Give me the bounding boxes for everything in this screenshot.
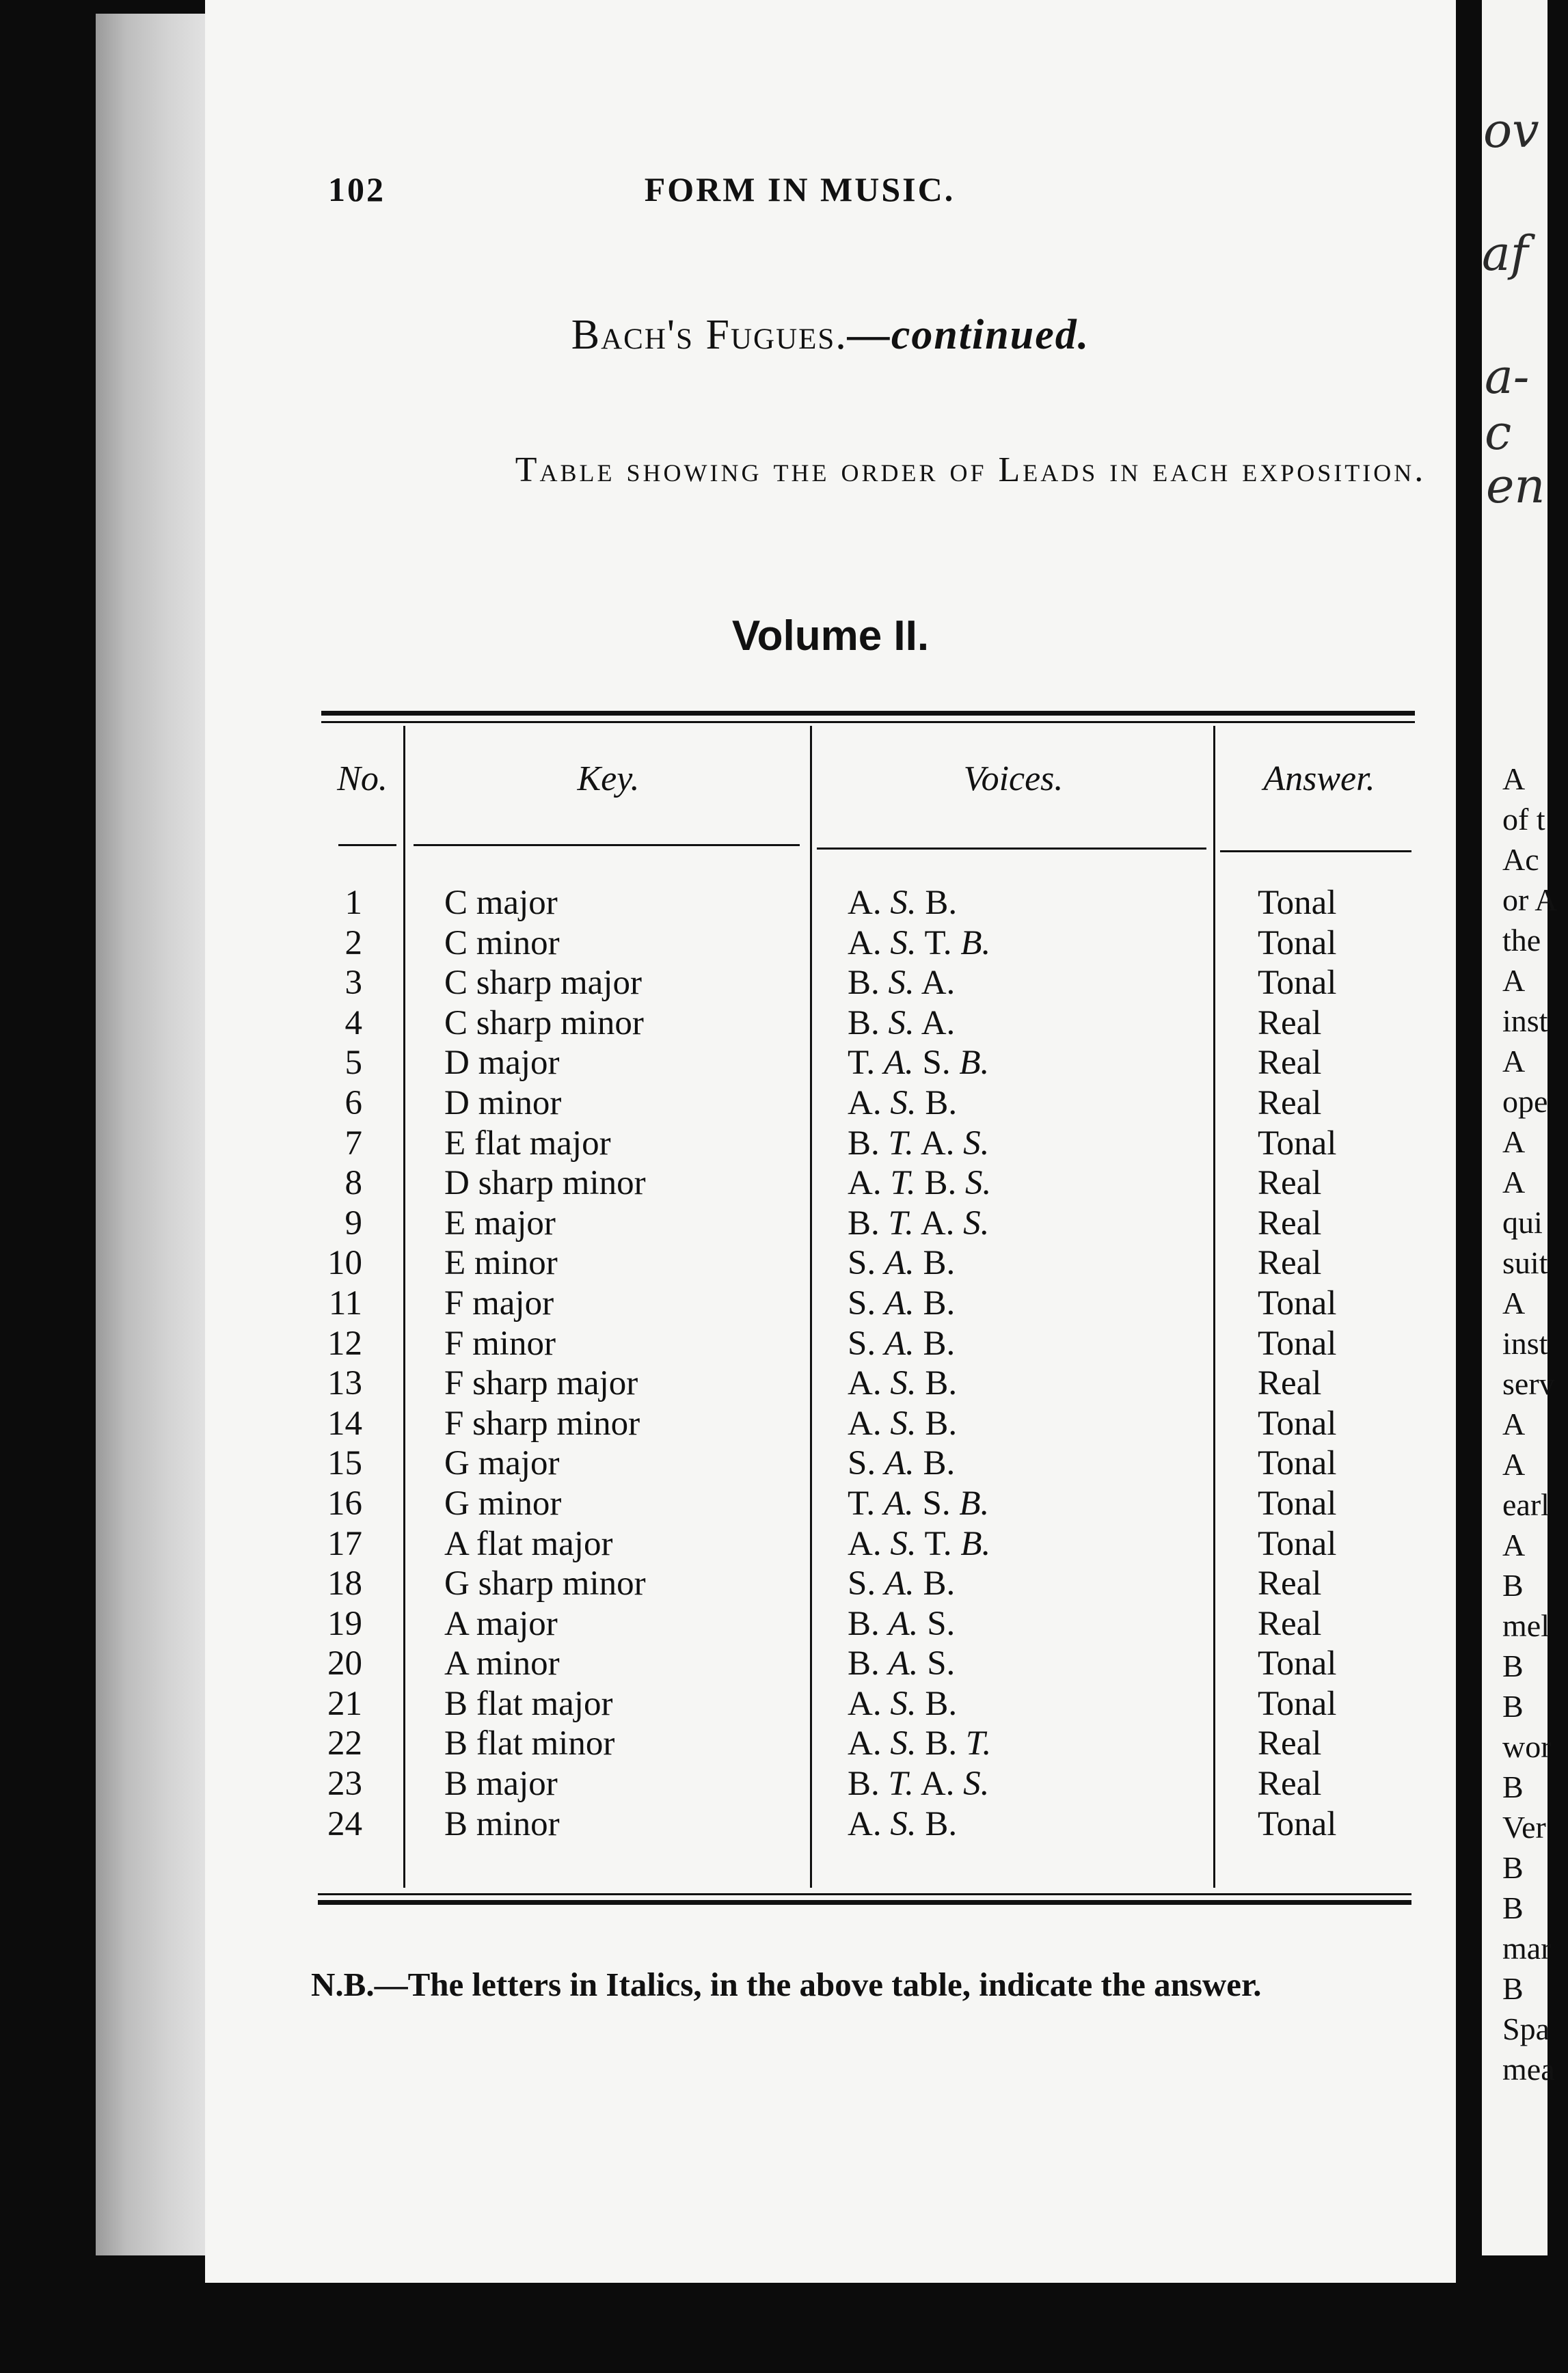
voice-letter: B.	[925, 1684, 958, 1723]
facing-page-fragment: Spa	[1502, 2011, 1550, 2046]
fugue-answer: Tonal	[1258, 1444, 1337, 1483]
fugue-key: C sharp minor	[444, 1003, 644, 1042]
voice-letter: A.	[848, 1083, 882, 1122]
table-row	[205, 923, 1456, 964]
fugue-number: 24	[327, 1804, 362, 1843]
fugue-number: 1	[344, 884, 362, 922]
fugue-voices	[848, 1043, 989, 1083]
fugue-answer: Real	[1258, 1044, 1322, 1083]
facing-page-fragment: mel	[1502, 1608, 1550, 1643]
facing-page-fragment: Ver	[1502, 1810, 1546, 1845]
facing-page-fragment: A	[1502, 1044, 1526, 1079]
header-underline	[338, 844, 396, 846]
fugue-number: 15	[327, 1444, 362, 1483]
fugue-number: 19	[327, 1604, 362, 1643]
voice-letter: B.	[923, 1284, 956, 1323]
table-row	[205, 1484, 1456, 1524]
voice-letter: S.	[963, 1204, 990, 1243]
voice-letter: T.	[924, 1524, 952, 1563]
column-header-key: Key.	[577, 759, 640, 798]
fugue-number: 17	[327, 1524, 362, 1563]
fugue-voices	[848, 1364, 957, 1404]
fugue-voices	[848, 1204, 989, 1244]
fugue-answer: Tonal	[1258, 1484, 1337, 1523]
fugue-number: 6	[344, 1083, 362, 1122]
voice-letter: A.	[920, 1124, 955, 1163]
fugue-answer: Real	[1258, 1204, 1322, 1243]
facing-page-fragment: B	[1502, 1769, 1524, 1804]
facing-page-fragment: or A	[1502, 882, 1558, 917]
fugue-voices	[848, 1324, 955, 1364]
fugue-key: C major	[444, 884, 558, 922]
voice-letter: A.	[921, 964, 956, 1003]
fugue-answer: Tonal	[1258, 1124, 1337, 1163]
voice-letter: B.	[923, 1444, 956, 1483]
fugue-voices	[848, 1404, 957, 1444]
fugue-key: C sharp major	[444, 964, 642, 1003]
voice-letter: A.	[888, 1604, 919, 1643]
fugue-answer: Tonal	[1258, 1684, 1337, 1723]
fugue-key: B minor	[444, 1804, 560, 1843]
fugue-key: C minor	[444, 923, 560, 962]
voice-letter: B.	[923, 1244, 956, 1283]
facing-page-fragment: wor	[1502, 1729, 1552, 1764]
voice-letter: S.	[890, 923, 917, 962]
voice-letter: T.	[965, 1724, 992, 1763]
fugue-answer: Real	[1258, 1244, 1322, 1283]
fugue-key: A minor	[444, 1644, 560, 1683]
table-row	[205, 1124, 1456, 1164]
fugue-number: 11	[328, 1284, 362, 1323]
table-row	[205, 1804, 1456, 1845]
facing-page-fragment: B	[1502, 1890, 1524, 1925]
fugue-voices	[848, 1684, 957, 1724]
facing-page-fragment: mea	[1502, 2052, 1555, 2087]
fugue-answer: Real	[1258, 1003, 1322, 1042]
voice-letter: A.	[884, 1564, 915, 1603]
voice-letter: A.	[848, 1364, 882, 1403]
voice-letter: S.	[927, 1604, 956, 1643]
fugue-key: F sharp minor	[444, 1404, 640, 1443]
table-row	[205, 1163, 1456, 1204]
fugue-key: E flat major	[444, 1124, 611, 1163]
voice-letter: S.	[890, 1804, 917, 1843]
table-row	[205, 1724, 1456, 1764]
fugue-key: E minor	[444, 1244, 558, 1283]
handwritten-note: ov	[1483, 103, 1539, 159]
table-row	[205, 1644, 1456, 1684]
fugue-key: E major	[444, 1204, 556, 1243]
fugue-number: 16	[327, 1484, 362, 1523]
voice-letter: S.	[848, 1564, 876, 1603]
fugue-number: 23	[327, 1765, 362, 1804]
table-row	[205, 1003, 1456, 1044]
voice-letter: A.	[848, 1684, 882, 1723]
table-row	[205, 1364, 1456, 1404]
fugue-number: 13	[327, 1364, 362, 1403]
voice-letter: S.	[963, 1765, 990, 1804]
fugue-number: 22	[327, 1724, 362, 1763]
column-header-answer: Answer.	[1263, 759, 1375, 798]
fugue-number: 3	[344, 964, 362, 1003]
voice-letter: A.	[920, 1204, 955, 1243]
voice-letter: B.	[848, 1204, 880, 1243]
fugue-voices	[848, 1644, 955, 1684]
facing-page-fragment: B	[1502, 1850, 1524, 1885]
fugue-voices	[848, 1163, 991, 1204]
facing-page-fragment: A	[1502, 1447, 1526, 1482]
voice-letter: S.	[848, 1324, 876, 1363]
voice-letter: A.	[848, 1804, 882, 1843]
fugue-answer: Real	[1258, 1765, 1322, 1804]
fugue-voices	[848, 1083, 957, 1124]
voice-letter: B.	[848, 964, 880, 1003]
fugue-answer: Tonal	[1258, 1404, 1337, 1443]
facing-page-edge	[1482, 0, 1558, 2255]
voice-letter: T.	[924, 923, 952, 962]
fugue-voices	[848, 1443, 955, 1484]
table-row	[205, 1524, 1456, 1564]
fugue-voices	[848, 1124, 989, 1164]
fugue-voices	[848, 1604, 955, 1644]
voice-letter: S.	[922, 1484, 951, 1523]
voice-letter: A.	[921, 1003, 956, 1042]
table-row	[205, 1684, 1456, 1724]
fugue-key: G sharp minor	[444, 1564, 646, 1603]
fugue-table-body	[205, 883, 1456, 1844]
facing-page-fragment: Ac	[1502, 842, 1539, 877]
voice-letter: T.	[888, 1204, 914, 1243]
facing-page-fragment: inst	[1502, 1326, 1548, 1361]
fugue-answer: Tonal	[1258, 1284, 1337, 1323]
fugue-answer: Tonal	[1258, 1524, 1337, 1563]
fugue-answer: Tonal	[1258, 923, 1337, 962]
voice-letter: B.	[848, 1124, 880, 1163]
voice-letter: B.	[925, 1724, 958, 1763]
voice-letter: S.	[890, 1083, 917, 1122]
table-row	[205, 1043, 1456, 1083]
footnote: N.B.—The letters in Italics, in the above table, indicate the answer.	[311, 1966, 1262, 2003]
voice-letter: B.	[923, 1324, 956, 1363]
fugue-key: D sharp minor	[444, 1164, 646, 1203]
table-row	[205, 883, 1456, 923]
voice-letter: A.	[848, 884, 882, 922]
section-title-main: Bach's Fugues.	[571, 312, 848, 358]
voice-letter: S.	[890, 884, 917, 922]
fugue-number: 20	[327, 1644, 362, 1683]
facing-page-fragment: earl	[1502, 1487, 1550, 1522]
voice-letter: T.	[848, 1484, 876, 1523]
voice-letter: S.	[890, 1684, 917, 1723]
voice-letter: B.	[848, 1604, 880, 1643]
voice-letter: A.	[848, 1164, 882, 1203]
column-header-no: No.	[337, 759, 388, 798]
voice-letter: T.	[888, 1765, 914, 1804]
table-row	[205, 1404, 1456, 1444]
facing-page-fragment: of t	[1502, 802, 1545, 837]
voice-letter: B.	[848, 1765, 880, 1804]
voice-letter: S.	[890, 1364, 917, 1403]
voice-letter: B.	[848, 1644, 880, 1683]
fugue-voices	[848, 1724, 991, 1764]
table-row	[205, 1284, 1456, 1324]
fugue-answer: Real	[1258, 1083, 1322, 1122]
voice-letter: A.	[883, 1044, 914, 1083]
fugue-number: 21	[327, 1684, 362, 1723]
voice-letter: A.	[884, 1324, 915, 1363]
fugue-key: G major	[444, 1444, 560, 1483]
facing-page-fragment: inst	[1502, 1003, 1548, 1038]
voice-letter: B.	[925, 1364, 958, 1403]
facing-page-fragment: the	[1502, 923, 1541, 958]
facing-page-fragment: A	[1502, 1124, 1526, 1159]
fugue-number: 4	[344, 1003, 362, 1042]
facing-page-fragment: serv	[1502, 1366, 1555, 1401]
facing-page-fragment: A	[1502, 1528, 1526, 1562]
fugue-voices	[848, 1003, 955, 1044]
voice-letter: S.	[848, 1444, 876, 1483]
fugue-number: 8	[344, 1164, 362, 1203]
voice-letter: A.	[883, 1484, 914, 1523]
fugue-answer: Real	[1258, 1164, 1322, 1203]
table-bottom-rule-thin	[318, 1893, 1411, 1895]
fugue-key: A major	[444, 1604, 558, 1643]
voice-letter: T.	[890, 1164, 916, 1203]
facing-page-fragment: A	[1502, 963, 1526, 998]
table-top-rule-thin	[321, 721, 1415, 723]
table-bottom-rule	[318, 1900, 1411, 1905]
voice-letter: S.	[927, 1644, 956, 1683]
facing-page-fragment: B	[1502, 1971, 1524, 2006]
book-page	[205, 0, 1456, 2283]
fugue-voices	[848, 1284, 955, 1324]
voice-letter: S.	[963, 1124, 990, 1163]
fugue-answer: Tonal	[1258, 964, 1337, 1003]
fugue-answer: Real	[1258, 1364, 1322, 1403]
facing-page-fragment: A	[1502, 1407, 1526, 1441]
voice-letter: B.	[848, 1003, 880, 1042]
voice-letter: B.	[959, 1484, 990, 1523]
facing-page-fragment: mar	[1502, 1931, 1552, 1966]
facing-page-fragment: B	[1502, 1568, 1524, 1603]
fugue-number: 2	[344, 923, 362, 962]
handwritten-note: af	[1482, 226, 1528, 282]
table-row	[205, 1083, 1456, 1124]
fugue-key: A flat major	[444, 1524, 613, 1563]
facing-page-fragment: qui	[1502, 1205, 1543, 1240]
fugue-answer: Tonal	[1258, 884, 1337, 922]
voice-letter: T.	[888, 1124, 914, 1163]
facing-page-fragment: B	[1502, 1649, 1524, 1683]
fugue-answer: Tonal	[1258, 1644, 1337, 1683]
voice-letter: B.	[959, 1044, 990, 1083]
voice-letter: B.	[925, 1804, 958, 1843]
voice-letter: B.	[960, 923, 991, 962]
voice-letter: S.	[890, 1404, 917, 1443]
voice-letter: S.	[848, 1284, 876, 1323]
fugue-voices	[848, 1564, 955, 1604]
voice-letter: S.	[848, 1244, 876, 1283]
voice-letter: S.	[964, 1164, 992, 1203]
voice-letter: A.	[888, 1644, 919, 1683]
section-title	[205, 311, 1456, 360]
voice-letter: S.	[890, 1724, 917, 1763]
voice-letter: A.	[920, 1765, 955, 1804]
fugue-voices	[848, 1804, 957, 1845]
fugue-voices	[848, 883, 957, 923]
fugue-answer: Tonal	[1258, 1804, 1337, 1843]
voice-letter: A.	[848, 923, 882, 962]
fugue-key: G minor	[444, 1484, 562, 1523]
table-heading: Table showing the order of Leads in each exposition.	[515, 450, 1427, 489]
facing-page-fragment: A	[1502, 761, 1526, 796]
table-row	[205, 1564, 1456, 1604]
fugue-number: 14	[327, 1404, 362, 1443]
book-spine-edge	[96, 14, 219, 2255]
section-title-suffix: —continued.	[847, 312, 1090, 358]
handwritten-note: a-c	[1485, 349, 1530, 461]
handwritten-note: en	[1486, 458, 1545, 514]
fugue-number: 7	[344, 1124, 362, 1163]
fugue-voices	[848, 963, 955, 1003]
fugue-answer: Real	[1258, 1724, 1322, 1763]
fugue-number: 12	[327, 1324, 362, 1363]
header-underline	[414, 844, 800, 846]
voice-letter: S.	[888, 964, 915, 1003]
facing-page-fragment: A	[1502, 1286, 1526, 1320]
table-row	[205, 1324, 1456, 1364]
voice-letter: A.	[848, 1404, 882, 1443]
table-row	[205, 963, 1456, 1003]
voice-letter: A.	[884, 1284, 915, 1323]
voice-letter: A.	[848, 1724, 882, 1763]
page-number: 102	[328, 170, 386, 208]
fugue-key: F sharp major	[444, 1364, 638, 1403]
column-header-voices: Voices.	[963, 759, 1064, 798]
voice-letter: B.	[924, 1164, 957, 1203]
fugue-number: 10	[327, 1244, 362, 1283]
fugue-voices	[848, 1764, 989, 1804]
voice-letter: A.	[884, 1444, 915, 1483]
fugue-answer: Tonal	[1258, 1324, 1337, 1363]
fugue-voices	[848, 923, 990, 964]
fugue-key: D minor	[444, 1083, 562, 1122]
table-row	[205, 1243, 1456, 1284]
voice-letter: S.	[922, 1044, 951, 1083]
fugue-key: D major	[444, 1044, 560, 1083]
voice-letter: B.	[925, 884, 958, 922]
fugue-key: B flat minor	[444, 1724, 615, 1763]
fugue-key: F minor	[444, 1324, 556, 1363]
voice-letter: S.	[890, 1524, 917, 1563]
facing-page-text	[1502, 759, 1568, 2089]
fugue-key: B flat major	[444, 1684, 613, 1723]
voice-letter: A.	[884, 1244, 915, 1283]
fugue-voices	[848, 1524, 990, 1564]
facing-page-fragment: B	[1502, 1689, 1524, 1724]
voice-letter: S.	[888, 1003, 915, 1042]
fugue-number: 9	[344, 1204, 362, 1243]
fugue-answer: Real	[1258, 1604, 1322, 1643]
fugue-number: 5	[344, 1044, 362, 1083]
facing-page-fragment: A	[1502, 1165, 1526, 1199]
voice-letter: B.	[960, 1524, 991, 1563]
table-top-rule	[321, 711, 1415, 716]
voice-letter: A.	[848, 1524, 882, 1563]
volume-heading: Volume II.	[731, 612, 930, 660]
table-row	[205, 1443, 1456, 1484]
fugue-key: F major	[444, 1284, 554, 1323]
voice-letter: B.	[925, 1083, 958, 1122]
fugue-number: 18	[327, 1564, 362, 1603]
running-title: FORM IN MUSIC.	[644, 170, 956, 208]
voice-letter: B.	[923, 1564, 956, 1603]
voice-letter: T.	[848, 1044, 876, 1083]
header-underline	[1220, 850, 1411, 852]
fugue-voices	[848, 1484, 989, 1524]
facing-page-fragment: ope	[1502, 1084, 1548, 1119]
fugue-voices	[848, 1243, 955, 1284]
table-row	[205, 1764, 1456, 1804]
fugue-answer: Real	[1258, 1564, 1322, 1603]
voice-letter: B.	[925, 1404, 958, 1443]
fugue-key: B major	[444, 1765, 558, 1804]
table-row	[205, 1204, 1456, 1244]
header-underline	[817, 848, 1206, 850]
facing-page-fragment: suit	[1502, 1245, 1548, 1280]
table-row	[205, 1604, 1456, 1644]
